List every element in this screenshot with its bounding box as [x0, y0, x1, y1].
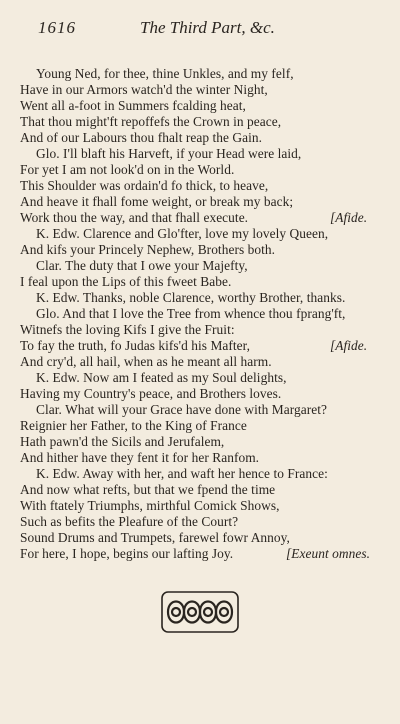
text-line: With ftately Triumphs, mirthful Comick Shows,	[20, 498, 280, 513]
text-line: To fay the truth, fo Judas kifs'd his Mafter, [Afide.	[20, 338, 368, 353]
text-line: Hath pawn'd the Sicils and Jerufalem,	[20, 434, 225, 449]
text-line: Clar. The duty that I owe your Majefty,	[36, 258, 248, 273]
text-line: Having my Country's peace, and Brothers loves.	[20, 386, 282, 401]
text-line: I feal upon the Lips of this fweet Babe.	[20, 274, 232, 289]
text-line: And cry'd, all hail, when as he meant all harm.	[20, 354, 272, 369]
text-line: K. Edw. Thanks, noble Clarence, worthy Brother, thanks.	[36, 290, 346, 305]
text-line: Work thou the way, and that fhall execute. [Afide.	[20, 210, 368, 225]
page-header	[20, 18, 372, 40]
text-line: Glo. And that I love the Tree from whence thou fprang'ft,	[36, 306, 346, 321]
text-line: That thou might'ft repoffefs the Crown in peace,	[20, 114, 282, 129]
text-line: Glo. I'll blaft his Harveft, if your Head were laid,	[36, 146, 302, 161]
text-line: K. Edw. Now am I feated as my Soul delights,	[36, 370, 287, 385]
stage-direction: [Exeunt omnes.	[286, 546, 370, 561]
text-line: For yet I am not look'd on in the World.	[20, 162, 235, 177]
page-number: 1616	[38, 18, 76, 37]
text-line: Witnefs the loving Kifs I give the Fruit:	[20, 322, 235, 337]
text-line: And of our Labours thou fhalt reap the Gain.	[20, 130, 263, 145]
text-line: Went all a-foot in Summers fcalding heat,	[20, 98, 246, 113]
stage-direction: [Afide.	[330, 338, 368, 353]
text-line: Sound Drums and Trumpets, farewel fowr Annoy,	[20, 530, 290, 545]
text-line: For here, I hope, begins our lafting Joy. [Exeunt omnes.	[20, 546, 370, 561]
text-line: And heave it fhall fome weight, or break my back;	[20, 194, 294, 209]
text-line: And hither have they fent it for her Ranfom.	[20, 450, 260, 465]
text-line: And now what refts, but that we fpend the time	[20, 482, 276, 497]
text-line: And kifs your Princely Nephew, Brothers both.	[20, 242, 276, 257]
printers-ornament	[158, 588, 242, 636]
text-line: Young Ned, for thee, thine Unkles, and my felf,	[36, 66, 294, 81]
text-line: Such as befits the Pleafure of the Court?	[20, 514, 239, 529]
text-line: Reignier her Father, to the King of France	[20, 418, 247, 433]
stage-direction: [Afide.	[330, 210, 368, 225]
running-title: The Third Part, &c.	[140, 18, 275, 37]
text-line: This Shoulder was ordain'd fo thick, to heave,	[20, 178, 269, 193]
text-line: K. Edw. Away with her, and waft her hence to France:	[36, 466, 328, 481]
text-line: Clar. What will your Grace have done with Margaret?	[36, 402, 327, 417]
text-line: Have in our Armors watch'd the winter Night,	[20, 82, 268, 97]
text-line: K. Edw. Clarence and Glo'fter, love my lovely Queen,	[36, 226, 329, 241]
